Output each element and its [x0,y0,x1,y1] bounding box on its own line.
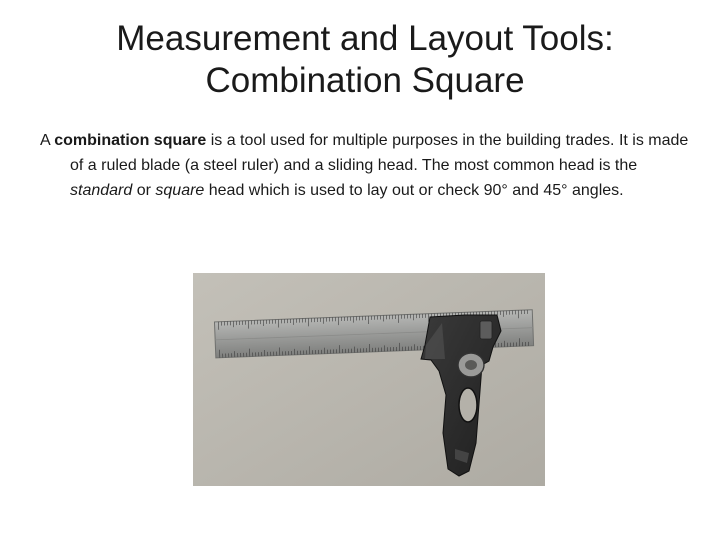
body-text-3: or [132,182,156,199]
body-text-2: is a tool used for multiple purposes in the building trades. It is made of a ruled blade (a steel ruler) and a sliding head. The most common head is the [70,132,689,174]
body-text-1: A [40,132,55,149]
title-line-2: Combination Square [205,61,525,100]
term-standard: standard [70,182,133,199]
term-combination-square: combination square [54,132,207,149]
body-paragraph [40,128,702,203]
slide-title [40,18,690,102]
photo-background [193,273,545,486]
body-text-4: head which is used to lay out or check 90° and 45° angles. [204,182,624,199]
combination-square-photo [193,273,545,486]
term-square: square [155,182,205,199]
title-line-1: Measurement and Layout Tools: [116,19,614,58]
